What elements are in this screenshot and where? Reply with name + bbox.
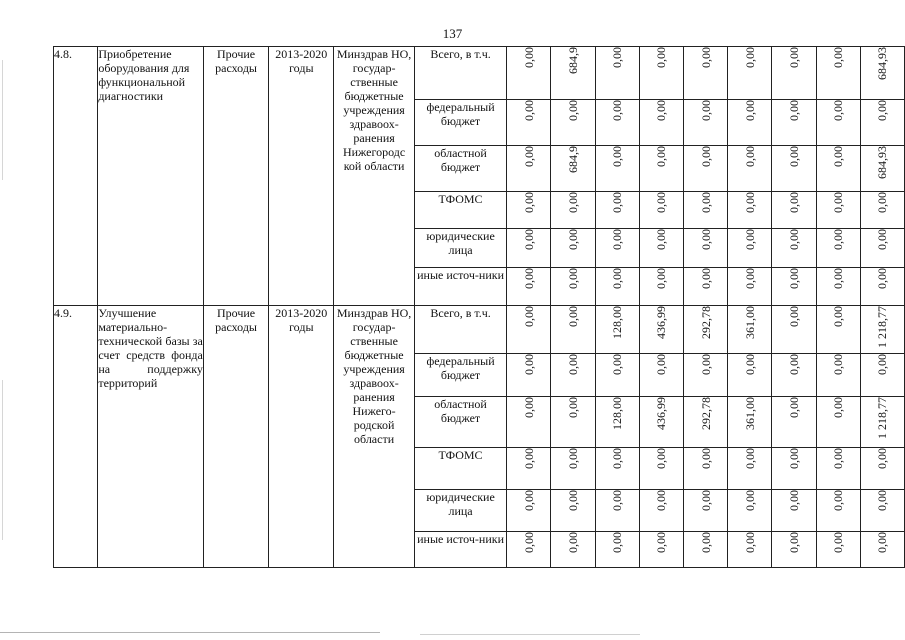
funding-table [53, 46, 905, 568]
value-cell: 0,00 [551, 490, 595, 532]
expense-type: Прочие расходы [203, 47, 268, 306]
value-cell: 0,00 [639, 532, 683, 568]
value-cell: 436,99 [639, 306, 683, 354]
funding-source: Всего, в т.ч. [414, 306, 506, 354]
value-cell: 0,00 [595, 490, 639, 532]
value-cell: 0,00 [728, 532, 772, 568]
value-cell: 0,00 [684, 146, 728, 192]
value-cell: 0,00 [595, 192, 639, 229]
value-cell: 0,00 [728, 229, 772, 268]
value-cell: 0,00 [551, 354, 595, 397]
value-cell: 0,00 [860, 192, 904, 229]
value-cell: 0,00 [639, 490, 683, 532]
value-cell: 0,00 [639, 268, 683, 306]
scan-artifact-line [420, 634, 640, 635]
value-cell: 0,00 [507, 100, 551, 146]
value-cell: 0,00 [595, 47, 639, 100]
value-cell: 0,00 [772, 354, 816, 397]
funding-source: иные источ-ники [414, 532, 506, 568]
value-cell: 0,00 [816, 490, 860, 532]
scan-artifact-edge [2, 380, 3, 540]
value-cell: 0,00 [684, 229, 728, 268]
value-cell: 0,00 [860, 532, 904, 568]
period: 2013-2020 годы [269, 306, 334, 568]
value-cell: 0,00 [860, 100, 904, 146]
value-cell: 0,00 [684, 268, 728, 306]
value-cell: 0,00 [551, 306, 595, 354]
value-cell: 0,00 [684, 354, 728, 397]
value-cell: 0,00 [507, 192, 551, 229]
value-cell: 0,00 [507, 47, 551, 100]
item-number: 4.8. [54, 47, 98, 306]
value-cell: 0,00 [816, 268, 860, 306]
value-cell: 0,00 [816, 532, 860, 568]
value-cell: 0,00 [507, 490, 551, 532]
value-cell: 0,00 [772, 532, 816, 568]
funding-source: ТФОМС [414, 192, 506, 229]
value-cell: 0,00 [551, 448, 595, 490]
value-cell: 0,00 [860, 268, 904, 306]
item-number: 4.9. [54, 306, 98, 568]
value-cell: 361,00 [728, 397, 772, 448]
value-cell: 0,00 [684, 448, 728, 490]
value-cell: 0,00 [772, 100, 816, 146]
value-cell: 0,00 [507, 532, 551, 568]
value-cell: 0,00 [639, 354, 683, 397]
value-cell: 292,78 [684, 306, 728, 354]
value-cell: 0,00 [507, 229, 551, 268]
table-row [54, 47, 905, 100]
value-cell: 0,00 [772, 490, 816, 532]
period: 2013-2020 годы [269, 47, 334, 306]
funding-source: Всего, в т.ч. [414, 47, 506, 100]
value-cell: 0,00 [551, 229, 595, 268]
funding-source: областной бюджет [414, 146, 506, 192]
item-name: Улучшение материально-технической базы за счет средств фонда на поддержку территорий [98, 306, 204, 568]
value-cell: 0,00 [639, 229, 683, 268]
value-cell: 0,00 [728, 490, 772, 532]
value-cell: 0,00 [684, 47, 728, 100]
value-cell: 0,00 [639, 146, 683, 192]
value-cell: 684,93 [860, 146, 904, 192]
value-cell: 0,00 [816, 47, 860, 100]
value-cell: 0,00 [507, 354, 551, 397]
value-cell: 0,00 [639, 448, 683, 490]
value-cell: 684,9 [551, 47, 595, 100]
scan-artifact-line [0, 632, 380, 633]
value-cell: 0,00 [816, 192, 860, 229]
value-cell: 128,00 [595, 397, 639, 448]
expense-type: Прочие расходы [203, 306, 268, 568]
value-cell: 1 218,77 [860, 306, 904, 354]
funding-source: федеральный бюджет [414, 354, 506, 397]
funding-source: юридические лица [414, 490, 506, 532]
value-cell: 0,00 [684, 532, 728, 568]
value-cell: 0,00 [772, 448, 816, 490]
value-cell: 0,00 [595, 532, 639, 568]
value-cell: 0,00 [728, 47, 772, 100]
value-cell: 0,00 [684, 490, 728, 532]
funding-source: федеральный бюджет [414, 100, 506, 146]
value-cell: 0,00 [816, 100, 860, 146]
value-cell: 0,00 [860, 229, 904, 268]
value-cell: 0,00 [860, 490, 904, 532]
value-cell: 0,00 [507, 268, 551, 306]
funding-source: юридические лица [414, 229, 506, 268]
value-cell: 0,00 [816, 354, 860, 397]
value-cell: 0,00 [507, 397, 551, 448]
value-cell: 0,00 [772, 306, 816, 354]
value-cell: 0,00 [507, 306, 551, 354]
executor: Минздрав НО, государ-ственные бюджетные учреждения здравоох-ранения Нижего-родской области [334, 306, 415, 568]
value-cell: 0,00 [816, 306, 860, 354]
value-cell: 0,00 [728, 146, 772, 192]
value-cell: 0,00 [639, 47, 683, 100]
value-cell: 0,00 [551, 100, 595, 146]
value-cell: 0,00 [595, 448, 639, 490]
executor: Минздрав НО, государ-ственные бюджетные учреждения здравоох-ранения Нижегородс кой области [334, 47, 415, 306]
table-row [54, 306, 905, 354]
value-cell: 128,00 [595, 306, 639, 354]
item-name: Приобретение оборудования для функциональной диагностики [98, 47, 204, 306]
value-cell: 0,00 [772, 229, 816, 268]
value-cell: 0,00 [728, 100, 772, 146]
value-cell: 0,00 [816, 229, 860, 268]
value-cell: 0,00 [728, 268, 772, 306]
value-cell: 0,00 [595, 146, 639, 192]
value-cell: 0,00 [595, 100, 639, 146]
value-cell: 0,00 [728, 192, 772, 229]
value-cell: 0,00 [551, 192, 595, 229]
funding-source: иные источ-ники [414, 268, 506, 306]
value-cell: 0,00 [507, 146, 551, 192]
value-cell: 0,00 [595, 229, 639, 268]
value-cell: 684,9 [551, 146, 595, 192]
value-cell: 0,00 [684, 192, 728, 229]
value-cell: 361,00 [728, 306, 772, 354]
funding-source: ТФОМС [414, 448, 506, 490]
funding-source: областной бюджет [414, 397, 506, 448]
value-cell: 0,00 [860, 448, 904, 490]
value-cell: 684,93 [860, 47, 904, 100]
value-cell: 0,00 [684, 100, 728, 146]
value-cell: 0,00 [772, 397, 816, 448]
value-cell: 436,99 [639, 397, 683, 448]
value-cell: 0,00 [728, 354, 772, 397]
value-cell: 0,00 [595, 354, 639, 397]
value-cell: 0,00 [728, 448, 772, 490]
value-cell: 1 218,77 [860, 397, 904, 448]
value-cell: 0,00 [816, 146, 860, 192]
scan-artifact-edge [2, 60, 3, 180]
value-cell: 0,00 [772, 268, 816, 306]
value-cell: 0,00 [551, 268, 595, 306]
value-cell: 0,00 [860, 354, 904, 397]
value-cell: 0,00 [772, 146, 816, 192]
value-cell: 0,00 [772, 47, 816, 100]
value-cell: 0,00 [551, 397, 595, 448]
value-cell: 0,00 [639, 100, 683, 146]
page-number: 137 [442, 26, 463, 41]
value-cell: 0,00 [816, 448, 860, 490]
value-cell: 0,00 [639, 192, 683, 229]
value-cell: 0,00 [551, 532, 595, 568]
value-cell: 0,00 [507, 448, 551, 490]
value-cell: 0,00 [595, 268, 639, 306]
value-cell: 0,00 [816, 397, 860, 448]
value-cell: 0,00 [772, 192, 816, 229]
value-cell: 292,78 [684, 397, 728, 448]
